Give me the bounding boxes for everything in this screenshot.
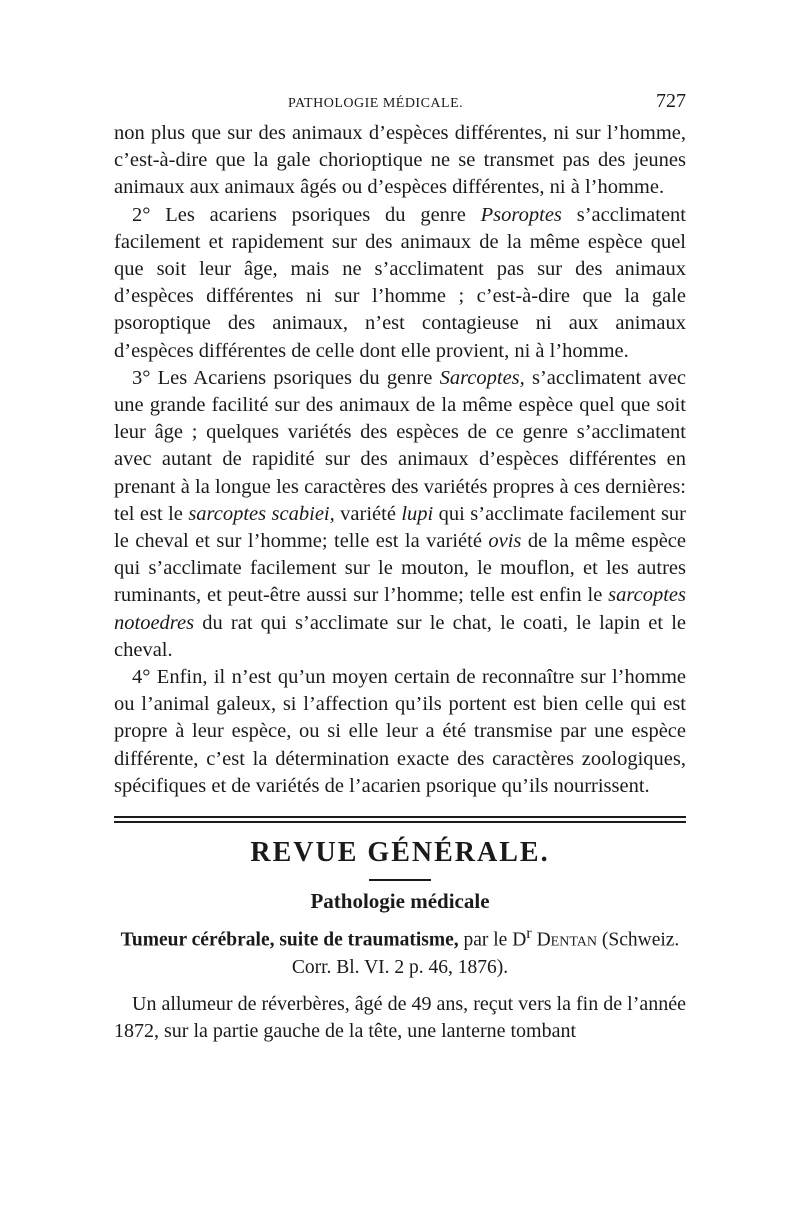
variety-ovis: ovis [488, 530, 522, 553]
article-source-b: Corr. Bl. VI. 2 p. 46, 1876). [291, 956, 509, 978]
species-notoedres: sarcoptes notoedres [114, 584, 686, 634]
variety-lupi: lupi [401, 502, 434, 525]
article-body [114, 991, 686, 1045]
paragraph-2 [114, 202, 686, 365]
paragraph-3-text-c: variété [334, 502, 402, 525]
book-page [114, 90, 686, 1045]
genus-psoroptes: Psoroptes [480, 203, 562, 226]
species-scabiei: sarcoptes scabiei, [188, 502, 335, 525]
paragraph-3-text-b: s’acclimatent avec une grande facilité sur des animaux de la même espèce quel que soit leur âge ; quelques variétés des espèces de ce genre s’acclimatent avec autant de rapidité sur des animaux d’espèces différentes en prenant à la longue les caractères des variétés propres à ces dernières: tel est le [114, 366, 686, 525]
main-text [114, 120, 686, 800]
page-number: 727 [656, 90, 686, 112]
running-header [114, 90, 686, 120]
paragraph-4: 4° Enfin, il n’est qu’un moyen certain de reconnaître sur l’homme ou l’animal galeux, si l’affection qu’ils portent est bien celle qui est propre à leur espèce, ou si elle leur a été transmise par une espèce différente, c’est la détermination exacte des caractères zoologiques, spécifiques et de variétés de l’acarien psorique qu’ils nourrissent. [114, 666, 686, 797]
article-heading [114, 920, 686, 981]
genus-sarcoptes: Sarcoptes, [439, 366, 525, 389]
paragraph-2-text-a: 2° Les acariens psoriques du genre [132, 203, 481, 226]
paragraph-3-text-e: de la même espèce qui s’acclimate facilement sur le mouton, le mouflon, et les autres ruminants, et peut-être aussi sur l’homme; telle est enfin le [114, 530, 686, 607]
section-title: REVUE GÉNÉRALE. [250, 837, 550, 869]
article-title: Tumeur cérébrale, suite de traumatisme, [120, 929, 459, 951]
subsection-title: Pathologie médicale [310, 889, 490, 914]
article-title-sup: r [526, 924, 532, 943]
paragraph-3-text-f: du rat qui s’acclimate sur le chat, le coati, le lapin et le cheval. [114, 611, 686, 661]
paragraph-1: non plus que sur des animaux d’espèces différentes, ni sur l’homme, c’est-à-dire que la gale chorioptique ne se transmet pas des jeunes animaux aux animaux âgés ou d’espèces différentes, ni à l’homme. [114, 122, 686, 199]
running-title: PATHOLOGIE MÉDICALE. [288, 96, 464, 111]
paragraph-3-text-d: qui s’acclimate facilement sur le cheval et sur l’homme; telle est la variété [114, 502, 687, 553]
paragraph-3-text-a: 3° Les Acariens psoriques du genre [132, 366, 440, 389]
article-by: par le D [458, 929, 527, 951]
short-rule-divider [369, 879, 431, 881]
paragraph-2-text-b: s’acclimatent facilement et rapidement sur des animaux de la même espèce quel que soit leur âge, mais ne s’acclimatent pas sur des animaux d’espèces différentes ni sur l’homme ; c’est-à-dire que la gale psoroptique des animaux, n’est contagieuse ni aux animaux d’espèces différentes de celle dont elle provient, ni à l’homme. [114, 203, 686, 362]
paragraph-3 [114, 365, 686, 664]
article-source-a: (Schweiz. [597, 929, 680, 951]
double-rule-divider [114, 816, 686, 823]
article-paragraph: Un allumeur de réverbères, âgé de 49 ans, reçut vers la fin de l’année 1872, sur la partie gauche de la tête, une lanterne tombant [114, 992, 686, 1042]
article-author: Dentan [531, 929, 597, 951]
